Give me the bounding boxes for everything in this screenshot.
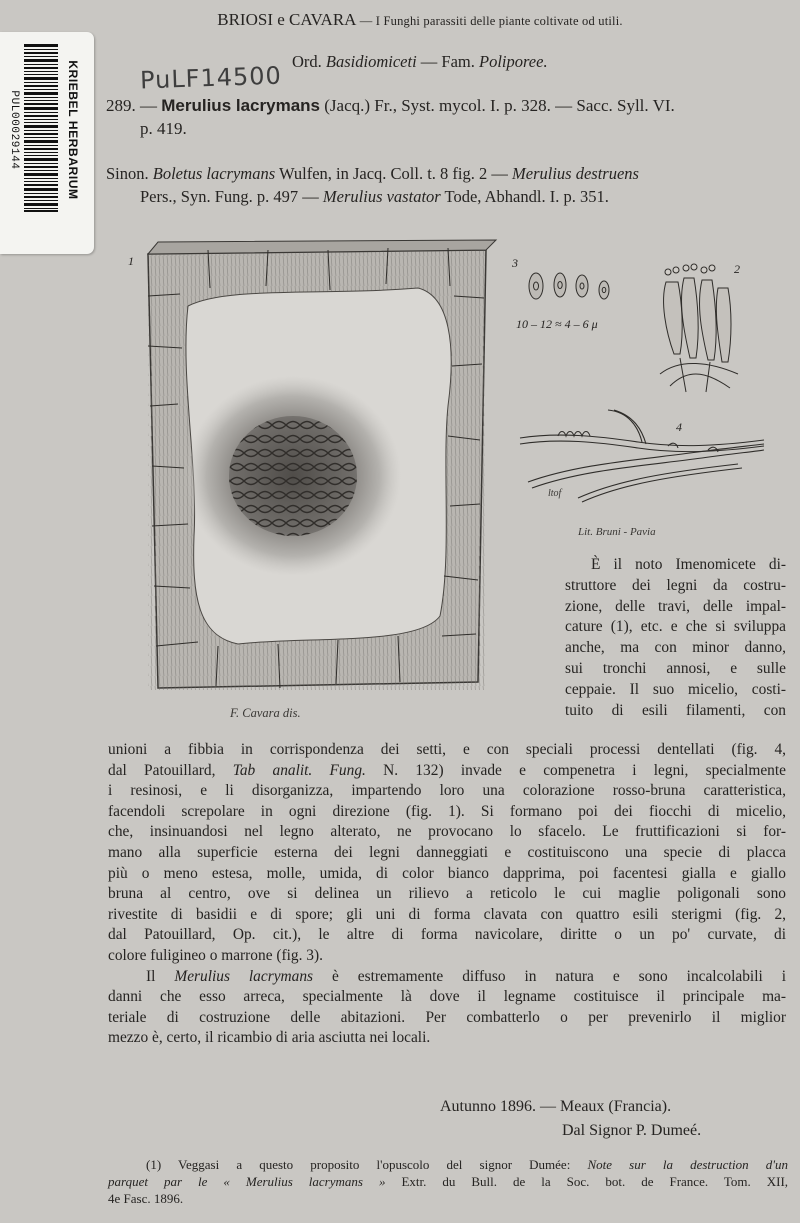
figure-label-1: 1 bbox=[128, 254, 134, 268]
collection-date-place: Autunno 1896. — Meaux (Francia). bbox=[440, 1098, 672, 1115]
spore-size-note: 10 – 12 ≈ 4 – 6 μ bbox=[516, 317, 598, 331]
species-name: Merulius lacrymans bbox=[161, 96, 320, 115]
synonyms-line-2: Pers., Syn. Fung. p. 497 — Merulius vastator Tode, Abhandl. I. p. 351. bbox=[140, 187, 609, 206]
species-authority: (Jacq.) Fr., Syst. mycol. I. p. 328. — Sacc. Syll. VI. bbox=[324, 96, 675, 115]
footnote: (1) Veggasi a questo proposito l'opuscolo del signor Dumée: Note sur la destruction d'un parquet par le « Merulius lacrymans » Extr. du Bull. de la Soc. bot. de France. Tom. XII, 4e Fasc. 1896. bbox=[108, 1157, 789, 1206]
herbarium-code: PUL00029144 bbox=[8, 90, 20, 170]
barcode bbox=[24, 44, 58, 212]
handwritten-accession: PuLF14500 bbox=[139, 61, 283, 95]
body-paragraphs: unioni a fibbia in corrispondenza dei setti, e con speciali processi dentellati (fig. 4, dal Patouillard, Tab analit. Fung. N. 132) invade e compenetra i legni, specialmente i resinosi, e li disorganizza, impartendo loro una colorazione rosso-bruna caratteristica, facendoli screpolare in ogni direzione (fig. 1). Si formano poi dei fiocchi di micelio, che, insinuandosi nel legno alterato, ne provocano lo sfacelo. Le fruttificazioni si for- mano alla superficie esterna dei legni danneggiati e costituiscono una specie di placca più o meno estesa, molle, umida, di color bianco dapprima, poi facentesi gialla e giallo bruna al centro, ove si delinea un rilievo a reticolo le cui maglie poligonali sono rivestite di basidii e di spore; gli uni di forma clavata con quattro esili sterigmi (fig. 2, dal Patouillard, Op. cit.), le altre di forma navicolare, diritte o un po' curvate, di colore fuligineo o marrone (fig. 3). Il Merulius lacrymans è estremamente diffuso in natura e sono incalcolabili i danni che esso arreca, specialmente là dove il legname costituisce il principale ma- teriale di costruzione delle abitazioni. Per combatterlo o per prevenirlo il miglior mezzo è, certo, il ricambio di aria asciutta nei locali. bbox=[108, 741, 786, 1047]
hyphae-mark: ltof bbox=[548, 488, 562, 499]
header-authors: BRIOSI e CAVARA bbox=[217, 10, 356, 29]
collection-collector: Dal Signor P. Dumeé. bbox=[562, 1122, 702, 1139]
entry-title bbox=[106, 96, 782, 116]
figure-label-3: 3 bbox=[512, 256, 518, 270]
lithographer-credit: Lit. Bruni - Pavia bbox=[578, 526, 656, 538]
herbarium-label bbox=[0, 32, 94, 254]
series-header bbox=[0, 10, 800, 30]
entry-number: 289. — bbox=[106, 96, 157, 115]
species-authority-cont: p. 419. bbox=[140, 119, 187, 138]
figure-label-2: 2 bbox=[734, 262, 740, 276]
figure-2-basidia bbox=[650, 262, 746, 394]
herbarium-name: KRIEBEL HERBARIUM bbox=[66, 60, 80, 200]
figure-artist-credit: F. Cavara dis. bbox=[230, 706, 301, 720]
figure-label-4: 4 bbox=[676, 420, 682, 434]
synonyms-line-1: Sinon. Boletus lacrymans Wulfen, in Jacq. Coll. t. 8 fig. 2 — Merulius destruens bbox=[106, 164, 639, 183]
classification-line: Ord. Basidiomiceti — Fam. Poliporee. bbox=[292, 52, 548, 71]
figure-3-spores bbox=[522, 268, 618, 308]
header-series: — I Funghi parassiti delle piante coltivate od utili. bbox=[359, 14, 623, 28]
side-paragraph: È il noto Imenomicete di- struttore dei legni da costru- zione, delle travi, delle impal- cature (1), etc. e che si sviluppa anche, ma con minor danno, sui tronchi annosi, e sulle ceppaie. Il suo micelio, costi- tuito di esili filamenti, con bbox=[565, 556, 786, 719]
figure-1-wood-illustration bbox=[118, 236, 518, 732]
family-name: Poliporee. bbox=[479, 52, 548, 71]
order-name: Basidiomiceti bbox=[325, 52, 417, 71]
